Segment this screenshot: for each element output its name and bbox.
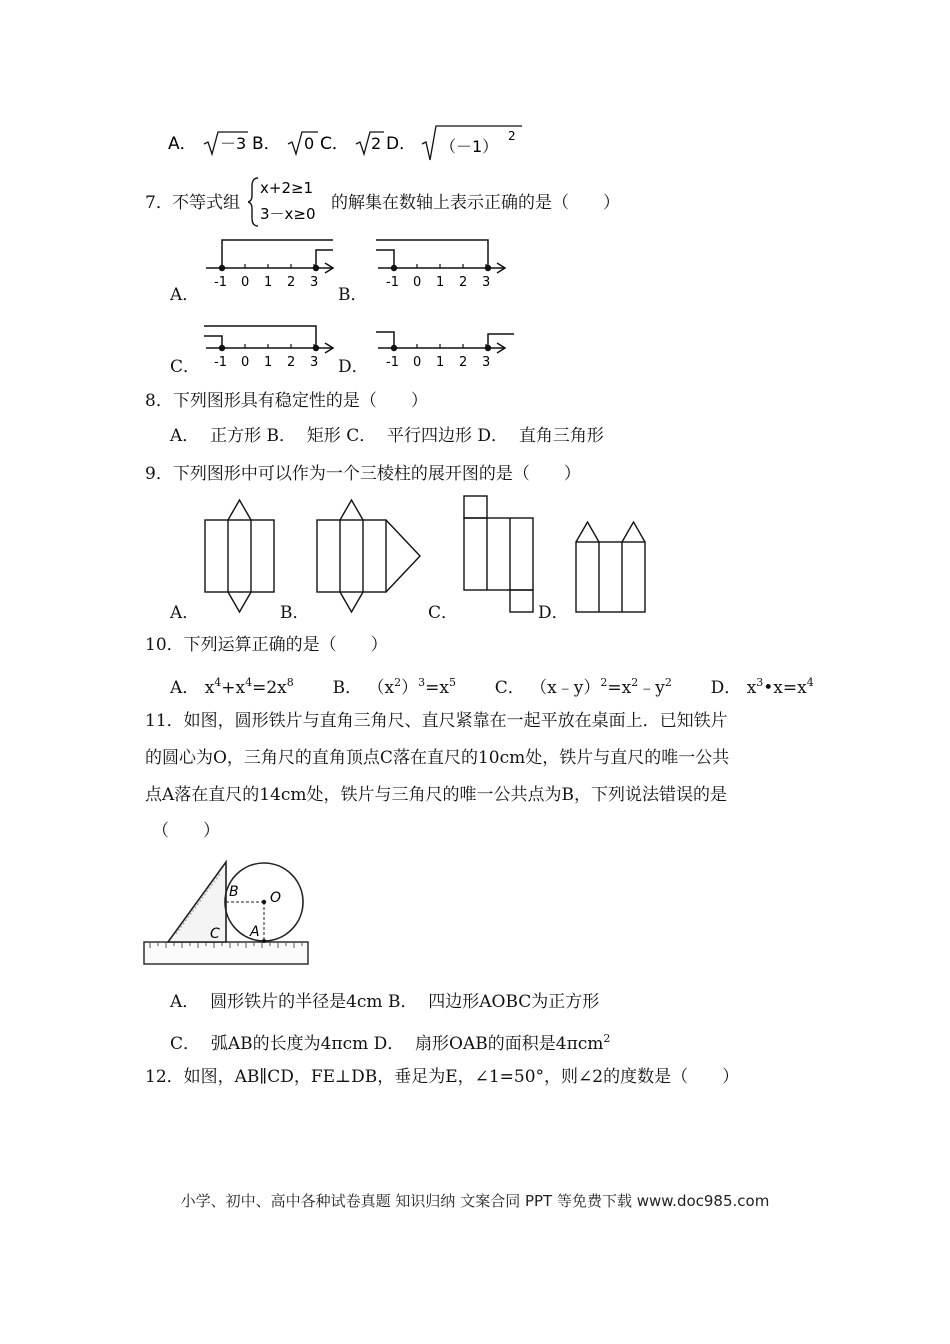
q6-d-label: D． <box>386 134 417 154</box>
svg-text:2: 2 <box>459 355 468 370</box>
svg-text:2: 2 <box>287 275 296 290</box>
q11-options-1: A． 圆形铁片的半径是4cm B． 四边形AOBC为正方形 <box>170 992 600 1012</box>
q7-numberline-a <box>200 234 340 290</box>
q10-options <box>170 672 814 699</box>
q7-prefix: 不等式组 <box>172 193 240 213</box>
q9-stem: 9．下列图形中可以作为一个三棱柱的展开图的是（ ） <box>145 464 581 484</box>
svg-text:3: 3 <box>482 355 491 370</box>
svg-text:0: 0 <box>241 275 250 290</box>
q6-b-radicand: 0 <box>304 134 315 153</box>
q7-ineq2: 3－x≥0 <box>260 205 316 223</box>
q7-suffix: 的解集在数轴上表示正确的是（ ） <box>331 193 620 213</box>
q11-line-2: 的圆心为O，三角尺的直角顶点C落在直尺的10cm处，铁片与直尺的唯一公共 <box>145 748 730 768</box>
q6-b-label: B． <box>252 134 281 154</box>
q7-label-c: C． <box>170 357 201 377</box>
q8-stem: 8．下列图形具有稳定性的是（ ） <box>145 391 428 411</box>
svg-text:-1: -1 <box>214 355 227 370</box>
q9-net-d <box>572 518 652 616</box>
svg-text:-1: -1 <box>386 355 399 370</box>
svg-text:1: 1 <box>264 355 273 370</box>
q12-stem: 12．如图，AB∥CD，FE⊥DB，垂足为E，∠1=50°，则∠2的度数是（ ） <box>145 1067 740 1087</box>
svg-text:1: 1 <box>436 275 445 290</box>
svg-text:1: 1 <box>436 355 445 370</box>
q7-system-brace <box>248 174 332 230</box>
q11-label-b: B <box>229 884 239 900</box>
q6-c-label: C． <box>320 134 349 154</box>
q11-line-3: 点A落在直尺的14cm处，铁片与三角尺的唯一公共点为B，下列说法错误的是 <box>145 785 728 805</box>
svg-text:1: 1 <box>264 275 273 290</box>
page-footer: 小学、初中、高中各种试卷真题 知识归纳 文案合同 PPT 等免费下载 www.doc985.com <box>180 1192 770 1210</box>
q9-label-b: B． <box>280 603 310 623</box>
svg-text:3: 3 <box>310 275 319 290</box>
svg-text:0: 0 <box>413 355 422 370</box>
q11-figure <box>142 856 312 968</box>
q9-label-d: D． <box>538 603 569 623</box>
q7-label-a: A． <box>170 285 200 305</box>
q9-label-a: A． <box>170 603 200 623</box>
q8-options: A． 正方形 B． 矩形 C． 平行四边形 D． 直角三角形 <box>170 426 604 446</box>
q11-label-a: A <box>250 924 260 940</box>
q6-d-radicand: （－1） <box>440 137 499 156</box>
q6-c-radicand: 2 <box>371 134 382 153</box>
q7-numberline-d <box>372 320 522 376</box>
q9-net-a <box>200 496 282 616</box>
q11-label-o: O <box>270 890 282 906</box>
q10-option-d: D． $x^3•x=x^4$ <box>710 676 814 698</box>
q7-ineq1: x+2≥1 <box>260 179 314 197</box>
svg-text:2: 2 <box>287 355 296 370</box>
q7-numberline-c <box>200 320 340 376</box>
svg-text:0: 0 <box>241 355 250 370</box>
q10-option-a: A． $x^4+x^4=2x^8$ <box>170 676 294 698</box>
q6-a-radicand: －3 <box>220 134 247 153</box>
q11-options-2: C． 弧AB的长度为4πcm D． 扇形OAB的面积是4πcm$^2$ <box>170 1032 611 1054</box>
svg-text:-1: -1 <box>386 275 399 290</box>
svg-text:3: 3 <box>482 275 491 290</box>
q11-line-1: 11．如图，圆形铁片与直角三角尺、直尺紧靠在一起平放在桌面上．已知铁片 <box>145 711 728 731</box>
svg-text:0: 0 <box>413 275 422 290</box>
q9-net-b <box>312 496 427 616</box>
q10-option-b: B． $(x^2)^3=x^5$ <box>332 676 456 698</box>
q6-a-label: A． <box>168 134 197 154</box>
svg-text:3: 3 <box>310 355 319 370</box>
q9-net-c <box>460 492 540 614</box>
q6-radicals <box>160 120 540 165</box>
q7-number: 7． <box>145 193 173 213</box>
q9-label-c: C． <box>428 603 459 623</box>
svg-text:2: 2 <box>459 275 468 290</box>
q11-line-4: （ ） <box>152 821 220 841</box>
q10-option-c: C． $(x﹣y)^2=x^2﹣y^2$ <box>494 676 672 698</box>
q10-stem: 10．下列运算正确的是（ ） <box>145 635 388 655</box>
q7-label-b: B． <box>338 285 368 305</box>
q11-label-c: C <box>210 926 220 942</box>
q7-numberline-b <box>372 234 512 290</box>
q6-d-exponent: 2 <box>508 129 516 143</box>
q7-label-d: D． <box>338 357 369 377</box>
svg-text:-1: -1 <box>214 275 227 290</box>
